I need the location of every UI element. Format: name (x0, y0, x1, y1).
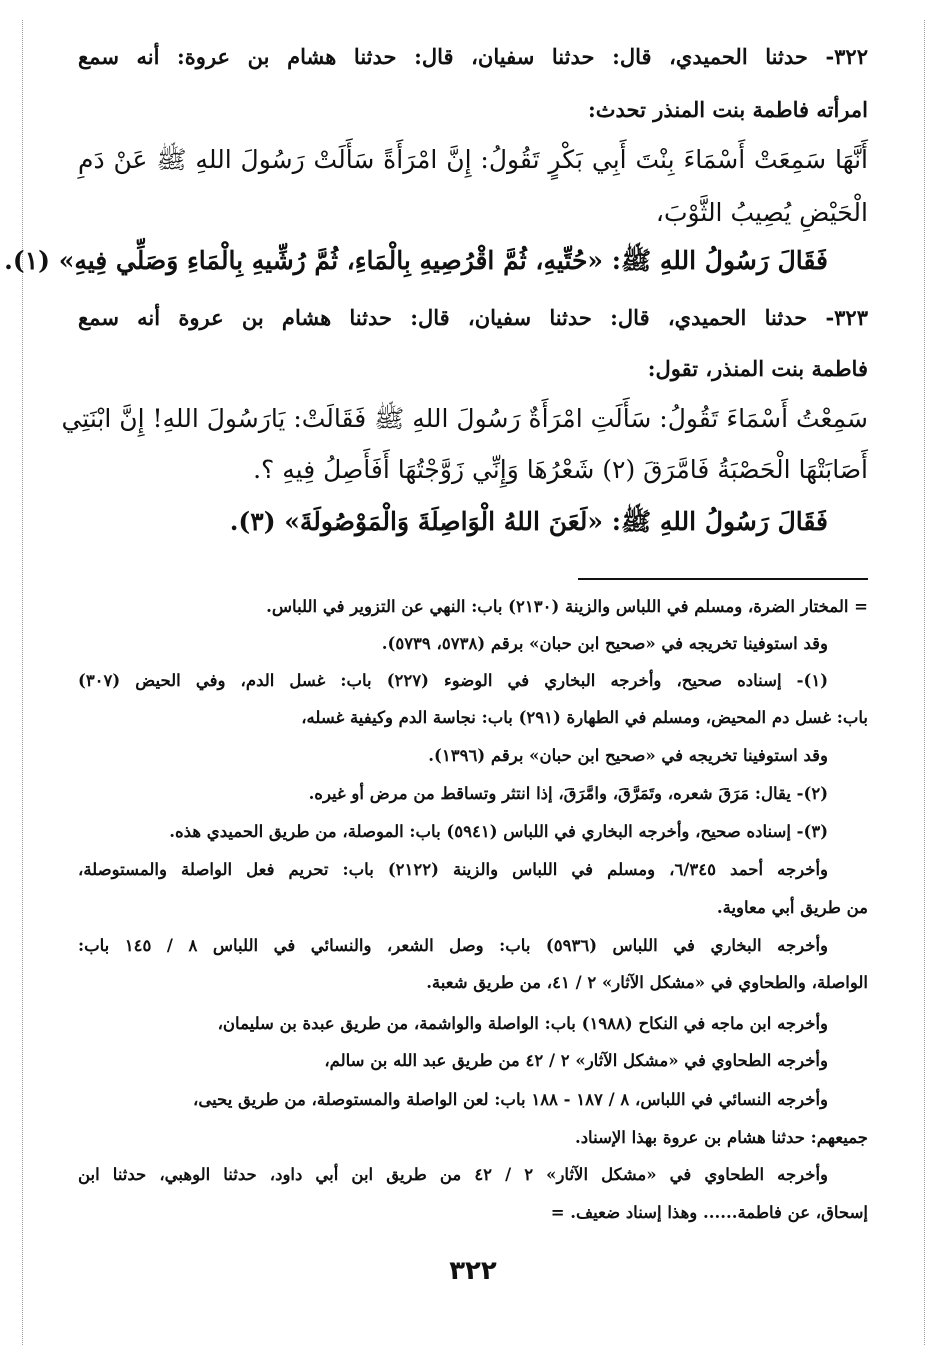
footnote-line: (٢)- يقال: مَرَقَ شعره، وتَمَرَّقَ، وامَّرَقَ، إذا انتثر وتساقط من مرض أو غيره. (308, 784, 828, 803)
footnote-line: جميعهم: حدثنا هشام بن عروة بهذا الإسناد. (574, 1128, 868, 1147)
footnote-line: باب: غسل دم المحيض، ومسلم في الطهارة (٢٩١) باب: نجاسة الدم وكيفية غسله، (301, 708, 868, 727)
footnote-line: من طريق أبي معاوية. (716, 898, 868, 917)
page-number: ٣٢٢ (449, 1256, 497, 1286)
footnote-line: = المختار الضرة، ومسلم في اللباس والزينة (٢١٣٠) باب: النهي عن التزوير في اللباس. (266, 597, 868, 616)
footnote-line: وأخرجه الطحاوي في «مشكل الآثار» ٢ / ٤٢ من طريق ابن أبي داود، حدثنا الوهبي، حدثنا ابن (78, 1165, 828, 1184)
hadith-323-text-line-1: سَمِعْتُ أَسْمَاءَ تَقُولُ: سَأَلَتِ امْرَأَةٌ رَسُولَ اللهِ ﷺ فَقَالَتْ: يَارَسُولَ اللهِ! إِنَّ ابْنَتِي (61, 404, 868, 433)
hadith-322-text-line-2: الْحَيْضِ يُصِيبُ الثَّوْبَ، (655, 198, 868, 227)
footnote-line: وأخرجه الطحاوي في «مشكل الآثار» ٢ / ٤٢ من طريق عبد الله بن سالم، (324, 1051, 828, 1070)
footnote-line: وأخرجه ابن ماجه في النكاح (١٩٨٨) باب: الواصلة والواشمة، من طريق عبدة بن سليمان، (217, 1014, 828, 1033)
footnote-line: إسحاق، عن فاطمة...... وهذا إسناد ضعيف. = (550, 1203, 868, 1222)
hadith-322-narration-line-2: امرأته فاطمة بنت المنذر تحدث: (587, 97, 868, 122)
hadith-323-narration-line-1: ٣٢٣- حدثنا الحميدي، قال: حدثنا سفيان، قال: حدثنا هشام بن عروة أنه سمع (78, 305, 868, 330)
hadith-323-text-line-3: فَقَالَ رَسُولُ اللهِ ﷺ: «لَعَنَ اللهُ الْوَاصِلَةَ وَالْمَوْصُولَةَ» (٣). (229, 507, 828, 536)
footnote-line: الواصلة، والطحاوي في «مشكل الآثار» ٢ / ٤١، من طريق شعبة. (426, 973, 868, 992)
scan-margin-left (22, 20, 23, 1345)
footnote-separator (578, 578, 868, 580)
footnote-line: وأخرجه البخاري في اللباس (٥٩٣٦) باب: وصل الشعر، والنسائي في اللباس ٨ / ١٤٥ باب: (78, 936, 829, 955)
footnote-line: (١)- إسناده صحيح، وأخرجه البخاري في الوضوء (٢٢٧) باب: غسل الدم، وفي الحيض (٣٠٧) (78, 671, 828, 690)
footnote-line: وأخرجه أحمد ٦/٣٤٥، ومسلم في اللباس والزينة (٢١٢٢) باب: تحريم فعل الواصلة والمستوصلة، (78, 860, 828, 879)
hadith-322-narration-line-1: ٣٢٢- حدثنا الحميدي، قال: حدثنا سفيان، قال: حدثنا هشام بن عروة: أنه سمع (78, 44, 868, 69)
footnote-line: وقد استوفينا تخريجه في «صحيح ابن حبان» برقم (٥٧٣٨، ٥٧٣٩). (381, 634, 828, 653)
hadith-323-text-line-2: أَصَابَتْهَا الْحَصْبَةُ فَامَّرَقَ (٢) شَعْرُهَا وَإِنِّي زَوَّجْتُهَا أَفَأَصِلُ فِيهِ ؟. (253, 455, 868, 484)
hadith-322-text-line-3: فَقَالَ رَسُولُ اللهِ ﷺ: «حُتِّيهِ، ثُمَّ اقْرُصِيهِ بِالْمَاءِ، ثُمَّ رُشِّيهِ بِالْمَاءِ وَصَلِّي فِيهِ» (١). (4, 246, 828, 275)
hadith-322-text-line-1: أَنَّهَا سَمِعَتْ أَسْمَاءَ بِنْتَ أَبِي بَكْرٍ تَقُولُ: إِنَّ امْرَأَةً سَأَلَتْ رَسُولَ اللهِ ﷺ عَنْ دَمِ (78, 145, 868, 174)
footnote-line: وقد استوفينا تخريجه في «صحيح ابن حبان» برقم (١٣٩٦). (428, 746, 828, 765)
footnote-line: (٣)- إسناده صحيح، وأخرجه البخاري في اللباس (٥٩٤١) باب: الموصلة، من طريق الحميدي هذه. (169, 822, 828, 841)
scan-margin-right (924, 20, 925, 1345)
hadith-323-narration-line-2: فاطمة بنت المنذر، تقول: (647, 356, 868, 381)
footnote-line: وأخرجه النسائي في اللباس، ٨ / ١٨٧ - ١٨٨ باب: لعن الواصلة والمستوصلة، من طريق يحيى، (193, 1090, 828, 1109)
